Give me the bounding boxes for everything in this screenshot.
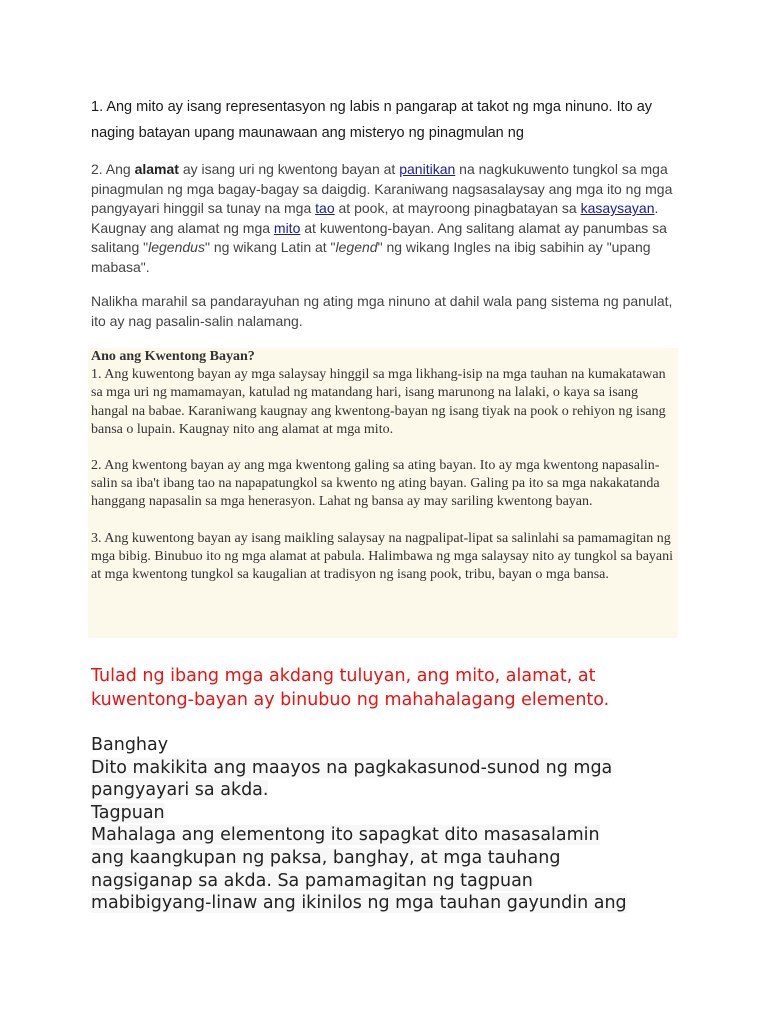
link-panitikan[interactable]: panitikan: [399, 161, 456, 177]
text-segment: " ng wikang Latin at ": [204, 239, 336, 256]
elements-section: [91, 734, 711, 915]
box-heading: Ano ang Kwentong Bayan?: [91, 349, 255, 364]
tagpuan-text-line-4: mabibigyang-linaw ang ikinilos ng mga tauhan gayundin ang: [91, 893, 627, 914]
text-segment: " ng wikang Ingles na ibig sabihin ay "upang mabasa".: [91, 239, 651, 275]
tagpuan-text-line-3: nagsiganap sa akda. Sa pamamagitan ng tagpuan: [91, 870, 533, 891]
text-segment: 2. Ang: [91, 161, 135, 177]
box-item-3: 3. Ang kuwentong bayan ay isang maikling salaysay na nagpalipat-lipat sa salinlahi sa pamamagitan ng mga bibig. Binubuo ito ng mga alamat at pabula. Halimbawa ng mga salaysay nito ay tungkol sa bayani at mga kwentong tungkol sa kaugalian at tradisyon ng isang pook, tribu, bayan o mga bansa.: [91, 530, 674, 583]
text-segment: na nagkukuwento tungkol sa mga pinagmulan ng mga bagay-bagay sa daigdig. Karaniwang nagsasalaysay ang mga ito ng mga pangyayari hinggil sa tunay na mga: [91, 161, 673, 217]
kwentong-bayan-content: [91, 348, 678, 584]
bold-term-alamat: alamat: [134, 161, 179, 177]
link-kasaysayan[interactable]: kasaysayan: [580, 200, 655, 217]
italic-term-legend: legend: [335, 239, 378, 256]
text-segment: ay isang uri ng kwentong bayan at: [178, 161, 400, 177]
paragraph-mito: [91, 94, 691, 146]
box-item-2: 2. Ang kwentong bayan ay ang mga kwentong galing sa ating bayan. Ito ay mga kwentong napasalin-salin sa iba't ibang tao na napapatungkol sa kwento ng ating bayan. Galing pa ito sa mga nakakatanda hanggang napasalin sa mga henerasyon. Lahat ng bansa ay may sariling kwentong bayan.: [91, 458, 660, 510]
link-mito[interactable]: mito: [273, 219, 301, 236]
paragraph-nalikha: Nalikha marahil sa pandarayuhan ng ating mga ninuno at dahil wala pang sistema ng panulat, ito ay nag pasalin-salin nalamang.: [91, 293, 673, 329]
link-tao[interactable]: tao: [315, 200, 335, 217]
banghay-text-line-2: pangyayari sa akda.: [91, 780, 269, 801]
spacer: [91, 512, 678, 530]
text-segment: at kuwentong-bayan. Ang salitang alamat ay panumbas sa salitang ": [91, 219, 667, 256]
paragraph-alamat: [91, 160, 691, 278]
paragraph-mito-line-1: 1. Ang mito ay isang representasyon ng labis n pangarap at takot ng mga ninuno. Ito ay: [91, 99, 653, 115]
text-segment: at pook, at mayroong pinagbatayan sa: [334, 200, 581, 217]
heading-tagpuan: Tagpuan: [91, 802, 165, 823]
spacer: [91, 439, 678, 457]
tagpuan-text-line-2: ang kaangkupan ng paksa, banghay, at mga tauhang: [91, 847, 561, 868]
text-segment: . Kaugnay ang alamat ng mga: [91, 200, 659, 236]
banghay-text-line-1: Dito makikita ang maayos na pagkakasunod-sunod ng mga: [91, 757, 613, 778]
heading-banghay: Banghay: [91, 735, 169, 755]
box-item-1: 1. Ang kuwentong bayan ay mga salaysay hinggil sa mga likhang-isip na mga tauhan na kumakatawan sa mga uri ng mamamayan, katulad ng matandang hari, isang marunong na lalaki, o kaya sa isang hangal na babae. Karaniwang kaugnay ang kwentong-bayan ng isang tiyak na pook o rehiyon ng isang bansa o lupain. Kaugnay nito ang alamat at mga mito.: [91, 367, 666, 437]
tagpuan-text-line-1: Mahalaga ang elementong ito sapagkat dito masasalamin: [91, 825, 600, 846]
kwentong-bayan-box: [88, 348, 678, 638]
paragraph-mito-line-2: naging batayan upang maunawaan ang misteryo ng pinagmulan ng: [91, 125, 524, 141]
italic-term-legendus: legendus: [148, 239, 205, 256]
elements-intro-red: Tulad ng ibang mga akdang tuluyan, ang mito, alamat, at kuwentong-bayan ay binubuo ng mahahalagang elemento.: [91, 666, 610, 710]
